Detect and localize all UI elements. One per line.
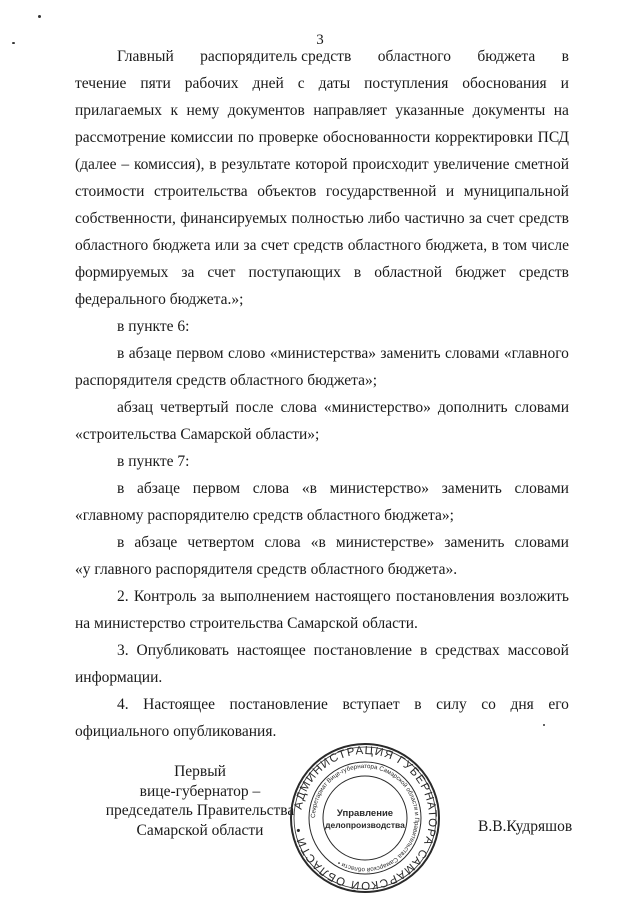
word: пяти [140,75,171,92]
word: постановление [313,642,413,659]
word: объектов [257,183,317,200]
word: направляет [313,102,387,119]
text-line [117,587,569,607]
word: дополнить [437,399,508,416]
word: бюджет [455,264,506,281]
word: средствах [435,642,500,659]
word: настоящего [315,588,391,605]
word: постановление [229,696,328,713]
official-seal-stamp [289,742,441,894]
word: за [243,237,257,254]
word: массовой [507,642,569,659]
scan-speck [543,724,545,726]
word: за [469,210,483,227]
word: выполнением [220,588,310,605]
word: первом [192,480,241,497]
text-line [75,101,569,121]
text-line [117,344,569,364]
word: словами [514,399,569,416]
signatory-title [100,762,300,840]
word: – [121,156,130,173]
word: 3. [117,642,129,659]
signatory-title-line: вице-губернатор – [139,782,261,800]
word: сметной [514,156,569,173]
word: словами [514,480,569,497]
word: в [414,696,422,713]
word: с [297,75,305,92]
word: обоснования [462,75,547,92]
word: министерство» [329,480,429,497]
word: «в [301,480,317,497]
word: частично [404,210,465,227]
word: бюджета [152,237,211,254]
word: дня [510,696,534,713]
signatory-title-line: Первый [174,763,226,780]
word: документов [227,102,305,119]
word: в [117,480,125,497]
word: течение [75,75,127,92]
word: первом [176,345,224,362]
word: вступает [342,696,400,713]
word: словами [514,534,569,551]
text-line: в пункте 7: [117,453,190,470]
word: комиссии [170,129,234,146]
stamp-center-line-1: Управление [336,808,394,819]
word: в [209,156,217,173]
word: распорядитель средств [200,48,352,65]
text-line: федерального бюджета.»; [75,291,244,308]
word: бюджета [477,48,536,65]
word: том [503,237,528,254]
word: «министерство» [323,399,431,416]
word: заменить [380,345,441,362]
word: в [561,48,569,65]
scan-speck [12,42,15,44]
word: счет [260,237,289,254]
word: числе [531,237,569,254]
word: к [170,102,179,119]
word: муниципальной [463,183,569,200]
text-line [117,641,569,661]
word: финансируемых [180,210,288,227]
word: Опубликовать [136,642,229,659]
text-line [75,74,569,94]
word: 4. [117,696,129,713]
word: ПСД [537,129,569,146]
word: за [201,588,215,605]
word: поступления [364,75,449,92]
word: проверке [258,129,319,146]
word: рассмотрение [75,129,166,146]
text-line: информации. [75,669,163,686]
page-number: 3 [316,32,324,48]
word: дней [252,75,284,92]
word: обоснованности [322,129,431,146]
text-line [75,128,569,148]
word: абзаце [137,480,180,497]
text-line: в пункте 6: [117,318,190,335]
word: комиссия), [133,156,205,173]
stamp-inner-text: Секретариат Вице-губернатора Самарской области и Правительства Самарской области • [309,762,421,874]
word: областного [347,237,422,254]
word: Настоящее [143,696,215,713]
word: собственности, [75,210,176,227]
word: стоимости [75,183,145,200]
text-line [75,209,569,229]
word: счет [486,210,515,227]
word: словами [444,345,500,362]
word: в [117,534,125,551]
word: в [117,345,125,362]
scan-speck [38,15,41,18]
text-line [117,398,569,418]
text-line: на министерство строительства Самарской области. [75,615,418,632]
word: силу [436,696,467,713]
text-line [75,155,569,175]
word: слово [228,345,266,362]
text-line: «строительства Самарской области»; [75,426,320,443]
word: заменить [444,534,505,551]
word: «в [310,534,326,551]
word: государственной [325,183,437,200]
word: счет [207,264,236,281]
word: рабочих [184,75,239,92]
word: со [481,696,496,713]
text-line [75,236,569,256]
word: указанные [395,102,465,119]
word: поступающих [248,264,341,281]
word: «главного [503,345,569,362]
word: средств [293,237,344,254]
word: «министерства» [269,345,376,362]
word: (далее [75,156,117,173]
word: средств [518,210,569,227]
text-line: «главному распорядителю средств областного бюджета»; [75,507,454,524]
word: 2. [117,588,129,605]
word: полностью [291,210,364,227]
word: Главный [117,48,174,65]
word: даты [318,75,351,92]
stamp-center-line-2: делопроизводства [325,820,405,830]
word: областного [377,48,451,65]
word: четвертый [160,399,229,416]
signatory-name: В.В.Кудряшов [478,818,573,835]
word: министерстве» [335,534,435,551]
word: после [235,399,274,416]
word: строительства [153,183,248,200]
word: Контроль [133,588,197,605]
word: абзац [117,399,154,416]
text-line [75,263,569,283]
word: настоящее [236,642,306,659]
word: в [491,237,499,254]
word: областной [374,264,443,281]
word: увеличение [433,156,510,173]
word: по [237,129,254,146]
text-line: «у главного распорядителя средств областного бюджета». [75,561,458,578]
word: в [419,642,428,659]
word: и [445,183,455,200]
word: слова [280,399,317,416]
stamp-outer-text: АДМИНИСТРАЦИЯ ГУБЕРНАТОРА САМАРСКОЙ ОБЛАСТИ • [292,744,439,892]
word: четвертом [187,534,255,551]
word: абзаце [128,345,172,362]
signatory-title-line: председатель Правительства [105,802,295,819]
text-line [75,182,569,202]
word: бюджета, [425,237,488,254]
text-line [117,479,569,499]
text-line: официального опубликования. [75,723,277,740]
signatory-title-line: Самарской области [136,821,264,839]
word: которой [295,156,348,173]
word: корректировки [435,129,533,146]
word: на [553,102,569,119]
word: нему [186,102,220,119]
text-line [117,533,569,553]
word: результате [221,156,291,173]
word: средств [518,264,569,281]
word: постановления [396,588,495,605]
word: заменить [441,480,502,497]
word: его [548,696,569,713]
text-line [117,695,569,715]
text-line [117,47,569,67]
word: документы [472,102,546,119]
word: слова [264,534,301,551]
word: формируемых [75,264,169,281]
word: слова [252,480,290,497]
word: областного [75,237,149,254]
word: или [214,237,240,254]
word: в [353,264,362,281]
word: прилагаемых [75,102,163,119]
word: либо [368,210,400,227]
word: абзаце [134,534,178,551]
text-line: распорядителя средств областного бюджета»; [75,372,378,389]
word: возложить [499,588,569,605]
word: за [181,264,195,281]
word: происходит [352,156,429,173]
word: и [560,75,569,92]
